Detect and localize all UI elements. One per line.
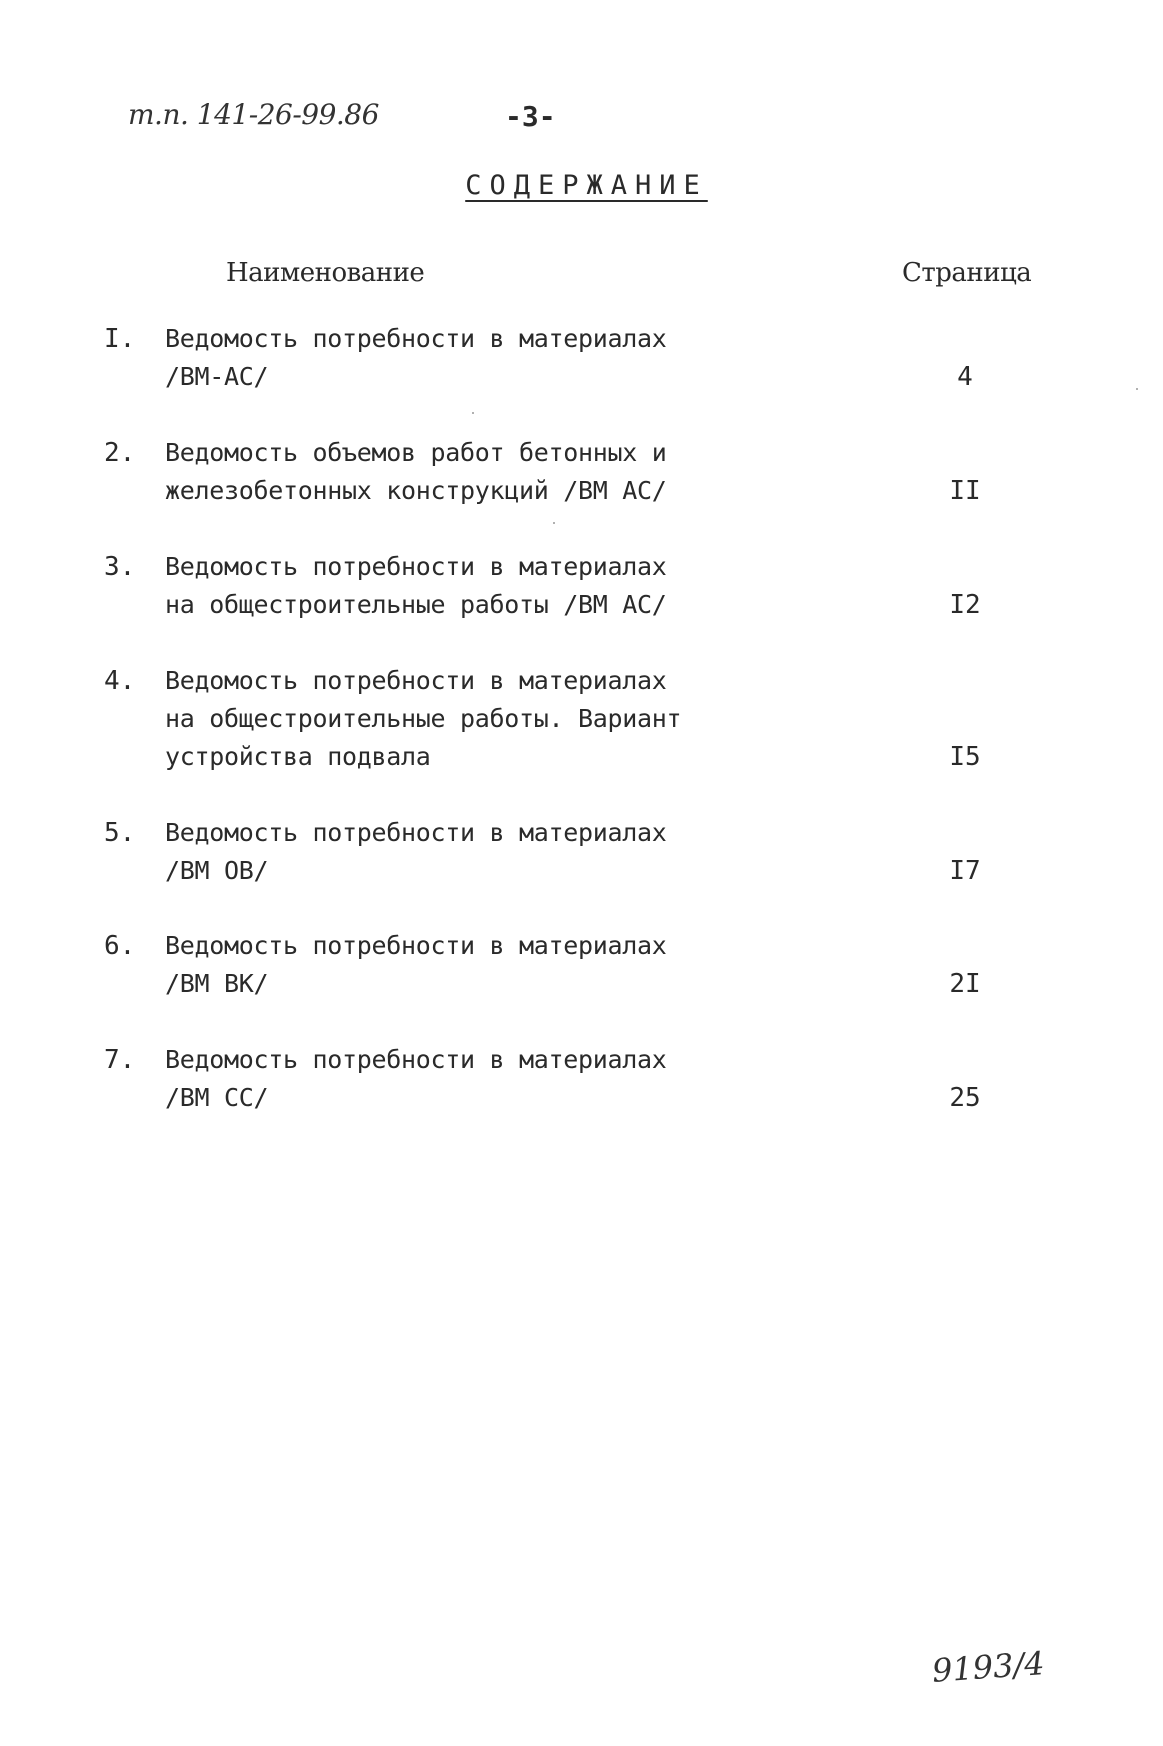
toc-item-text: Ведомость потребности в материалах /ВМ СС/	[165, 1045, 667, 1112]
toc-item-number: 2.	[104, 438, 136, 468]
toc-item-number: 3.	[104, 552, 136, 582]
toc-item-text: Ведомость объемов работ бетонных и железобетонных конструкций /ВМ АС/	[165, 438, 667, 505]
column-header-name: Наименование	[226, 258, 425, 288]
scan-speck	[553, 522, 555, 524]
toc-item-page: 2I	[949, 969, 981, 999]
toc-item-text: Ведомость потребности в материалах на общестроительные работы. Вариант устройства подвала	[165, 666, 682, 771]
toc-item-number: I.	[104, 324, 136, 354]
toc-item-text: Ведомость потребности в материалах на общестроительные работы /ВМ АС/	[165, 552, 667, 619]
toc-item-page: I2	[949, 590, 981, 620]
toc-item-page: 4	[957, 362, 973, 392]
page-title: СОДЕРЖАНИЕ	[465, 170, 708, 201]
toc-item-text: Ведомость потребности в материалах /ВМ ВК/	[165, 931, 667, 998]
toc-item-number: 5.	[104, 818, 136, 848]
toc-item-page: II	[949, 476, 981, 506]
column-header-page: Страница	[902, 258, 1032, 288]
toc-item-page: 25	[949, 1083, 981, 1113]
scan-speck	[1136, 388, 1138, 390]
handwritten-signature: 9193/4	[931, 1644, 1047, 1690]
scan-speck	[472, 412, 474, 414]
toc-item-text: Ведомость потребности в материалах /ВМ ОВ/	[165, 818, 667, 885]
toc-item-page: I5	[949, 742, 981, 772]
toc-item-number: 4.	[104, 666, 136, 696]
toc-item-number: 7.	[104, 1045, 136, 1075]
toc-item-page: I7	[949, 856, 981, 886]
page-number: -3-	[505, 100, 556, 133]
toc-item-text: Ведомость потребности в материалах /ВМ-АС/	[165, 324, 667, 391]
document-code: т.п. 141-26-99.86	[128, 98, 379, 131]
toc-item-number: 6.	[104, 931, 136, 961]
